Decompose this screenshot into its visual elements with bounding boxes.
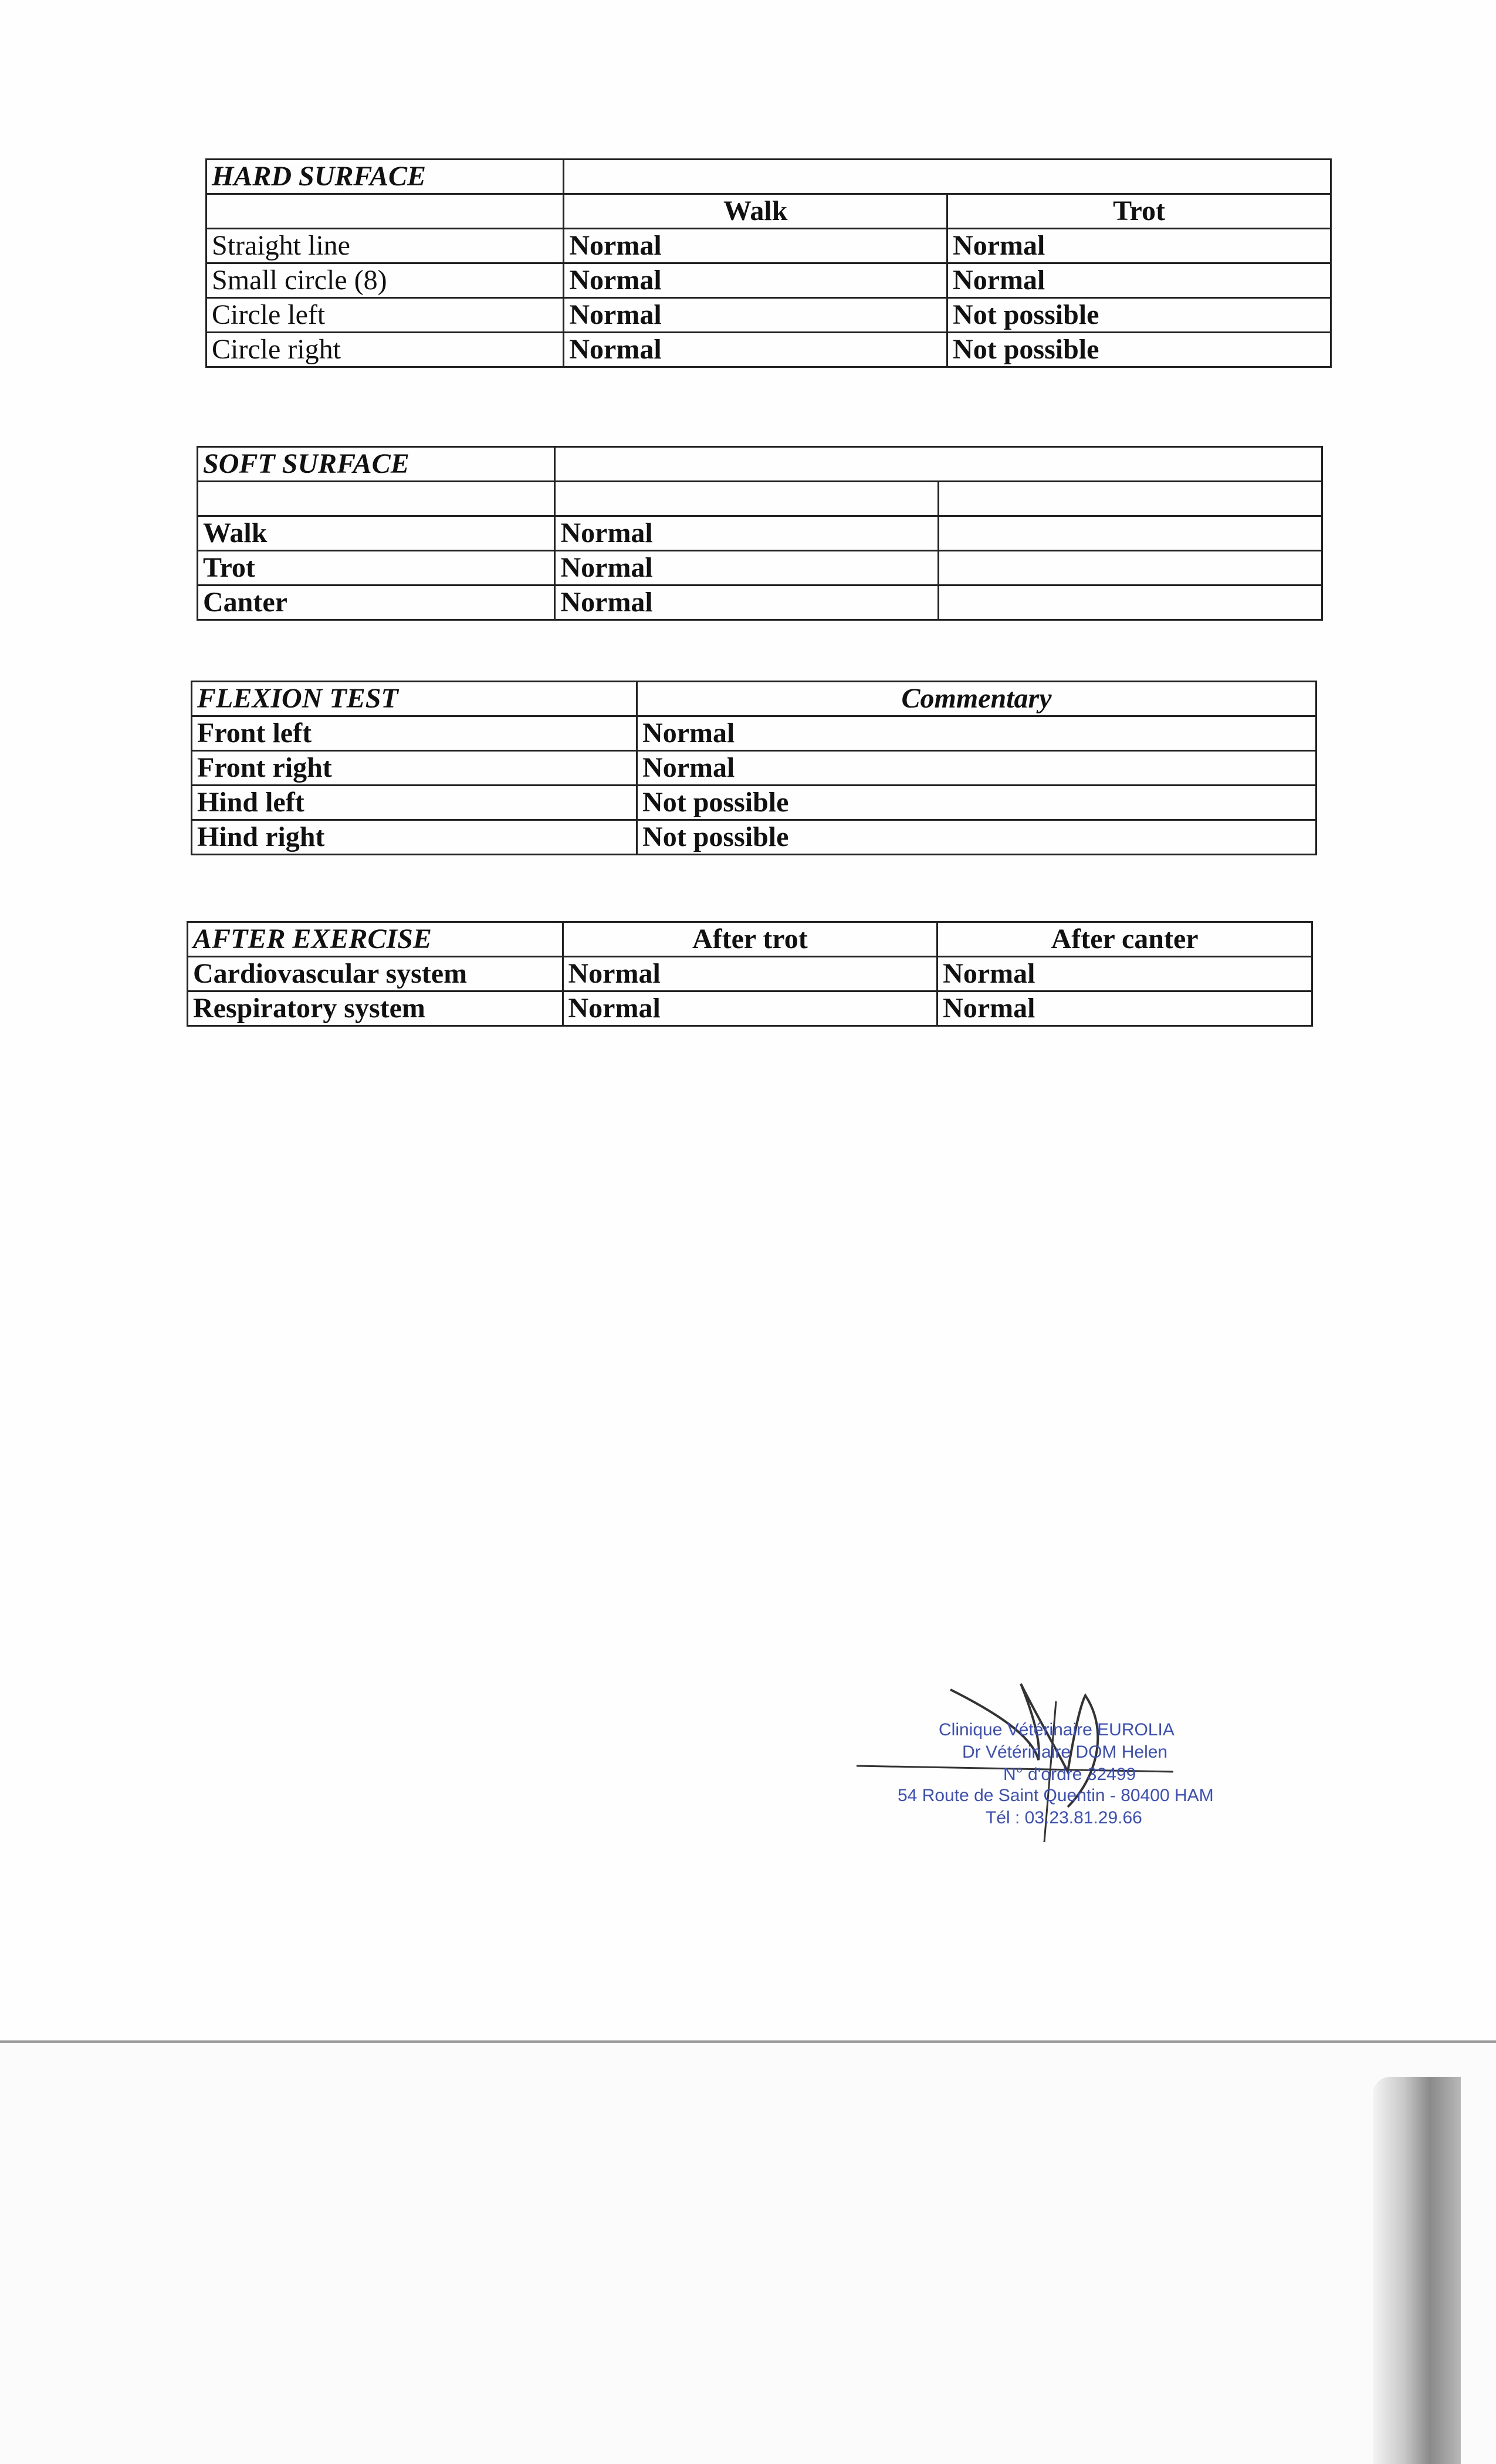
row-label: Small circle (8)	[207, 263, 564, 298]
row-label: Cardiovascular system	[188, 957, 563, 991]
stamp-line-phone: Tél : 03.23.81.29.66	[986, 1808, 1142, 1827]
table-row	[188, 957, 1312, 991]
table-row	[192, 716, 1316, 751]
after-canter-value: Normal	[937, 957, 1312, 991]
table-row	[188, 991, 1312, 1026]
walk-value: Normal	[564, 263, 947, 298]
row-label: Front right	[192, 751, 637, 786]
table-row	[192, 751, 1316, 786]
row-label: Respiratory system	[188, 991, 563, 1026]
row-value: Not possible	[637, 820, 1316, 855]
row-value: Normal	[637, 751, 1316, 786]
row-label: Circle left	[207, 298, 564, 333]
stamp-line-clinic: Clinique Vétérinaire EUROLIA	[939, 1720, 1175, 1739]
after-canter-value: Normal	[937, 991, 1312, 1026]
trot-value: Not possible	[947, 333, 1331, 367]
soft-surface-title: SOFT SURFACE	[198, 447, 555, 482]
hard-surface-table	[205, 158, 1332, 368]
page-edge-shadow	[1373, 2077, 1461, 2464]
row-value: Normal	[555, 516, 939, 551]
trot-value: Not possible	[947, 298, 1331, 333]
row-label: Trot	[198, 551, 555, 585]
stamp-line-order-number: N° d'ordre 32499	[1003, 1765, 1136, 1784]
page-fold-line	[0, 2040, 1496, 2043]
after-trot-column-header: After trot	[563, 922, 937, 957]
trot-value: Normal	[947, 263, 1331, 298]
row-label: Hind right	[192, 820, 637, 855]
after-trot-value: Normal	[563, 991, 937, 1026]
veterinary-stamp	[845, 1678, 1267, 1854]
walk-value: Normal	[564, 229, 947, 263]
row-label: Circle right	[207, 333, 564, 367]
table-row	[198, 585, 1322, 620]
row-label: Walk	[198, 516, 555, 551]
after-exercise-table	[187, 921, 1313, 1027]
row-value: Normal	[637, 716, 1316, 751]
row-label: Straight line	[207, 229, 564, 263]
stamp-line-doctor: Dr Vétérinaire DOM Helen	[962, 1742, 1168, 1762]
second-page	[0, 2044, 1496, 2464]
trot-column-header: Trot	[947, 194, 1331, 229]
table-row	[207, 263, 1331, 298]
stamp-line-address: 54 Route de Saint Quentin - 80400 HAM	[898, 1786, 1214, 1805]
table-row	[207, 333, 1331, 367]
walk-column-header: Walk	[564, 194, 947, 229]
table-row	[192, 786, 1316, 820]
commentary-column-header: Commentary	[637, 682, 1316, 716]
table-row	[198, 551, 1322, 585]
row-label: Canter	[198, 585, 555, 620]
after-exercise-title: AFTER EXERCISE	[188, 922, 563, 957]
after-trot-value: Normal	[563, 957, 937, 991]
table-row	[192, 820, 1316, 855]
table-row	[198, 516, 1322, 551]
row-label: Front left	[192, 716, 637, 751]
walk-value: Normal	[564, 298, 947, 333]
row-label: Hind left	[192, 786, 637, 820]
table-row	[207, 229, 1331, 263]
flexion-test-table	[191, 681, 1317, 855]
flexion-test-title: FLEXION TEST	[192, 682, 637, 716]
row-value: Normal	[555, 551, 939, 585]
soft-surface-table	[197, 446, 1323, 621]
row-value: Not possible	[637, 786, 1316, 820]
after-canter-column-header: After canter	[937, 922, 1312, 957]
hard-surface-title: HARD SURFACE	[207, 160, 564, 194]
walk-value: Normal	[564, 333, 947, 367]
table-row	[207, 298, 1331, 333]
row-value: Normal	[555, 585, 939, 620]
trot-value: Normal	[947, 229, 1331, 263]
